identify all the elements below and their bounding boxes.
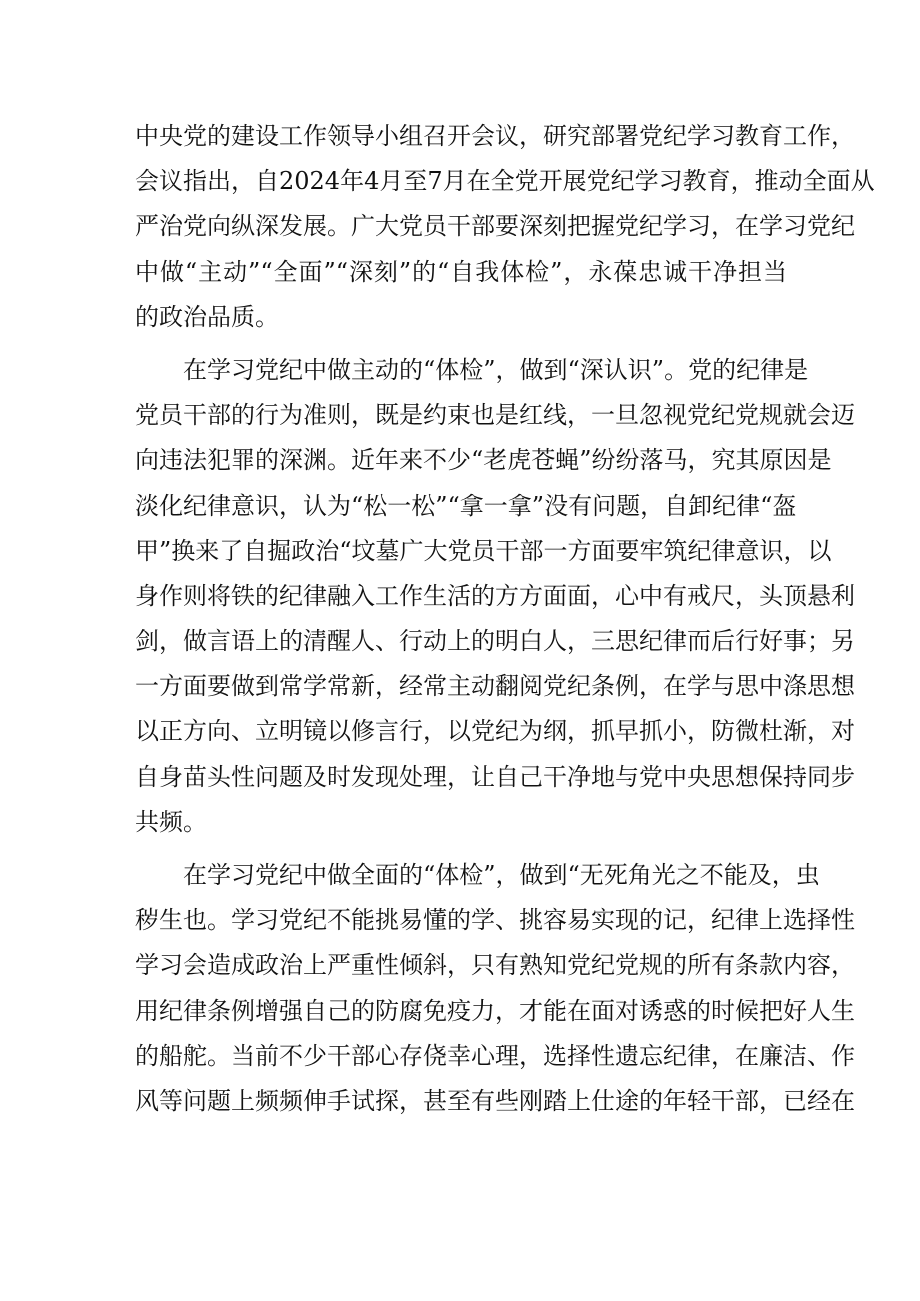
text-line: 剑，做言语上的清醒人、行动上的明白人，三思纪律而后行好事；另 (135, 627, 855, 656)
paragraph (135, 853, 855, 1124)
text-line: 严治党向纵深发展。广大党员干部要深刻把握党纪学习，在学习党纪 (135, 212, 855, 241)
text-line: 中央党的建设工作领导小组召开会议，研究部署党纪学习教育工作， (135, 122, 855, 150)
text-line: 用纪律条例增强自己的防腐免疫力，才能在面对诱惑的时候把好人生 (135, 996, 855, 1025)
text-line: 在学习党纪中做主动的“体检”，做到“深认识”。党的纪律是 (183, 355, 809, 384)
text-line: 向违法犯罪的深渊。近年来不少“老虎苍蝇”纷纷落马，究其原因是 (135, 446, 832, 475)
text-line: 一方面要做到常学常新，经常主动翻阅党纪条例，在学与思中涤思想 (135, 672, 855, 701)
text-line: 秽生也。学习党纪不能挑易懂的学、挑容易实现的记，纪律上选择性 (135, 906, 855, 935)
paragraph-gap (135, 845, 787, 853)
text-line: 学习会造成政治上严重性倾斜，只有熟知党纪党规的所有条款内容， (135, 951, 855, 980)
text-line: 中做“主动”“全面”“深刻”的“自我体检”，永葆忠诚干净担当 (135, 257, 787, 286)
text-line: 身作则将铁的纪律融入工作生活的方方面面，心中有戒尺，头顶悬利 (135, 581, 855, 610)
text-line: 共频。 (135, 807, 207, 836)
document-body (135, 114, 875, 1124)
paragraph (135, 348, 855, 845)
text-line: 风等问题上频频伸手试探，甚至有些刚踏上仕途的年轻干部，已经在 (135, 1086, 855, 1115)
text-line: 淡化纪律意识，认为“松一松”“拿一拿”没有问题，自卸纪律“盔 (135, 491, 797, 520)
text-line: 以正方向、立明镜以修言行，以党纪为纲，抓早抓小，防微杜渐，对 (135, 717, 855, 746)
text-line: 在学习党纪中做全面的“体检”，做到“无死角光之不能及，虫 (183, 861, 820, 889)
paragraph (135, 114, 875, 340)
paragraph-gap (135, 340, 787, 348)
text-line: 党员干部的行为准则，既是约束也是红线，一旦忽视党纪党规就会迈 (135, 401, 855, 430)
text-line: 会议指出，自2024年4月至7月在全党开展党纪学习教育，推动全面从 (135, 167, 875, 196)
text-line: 的政治品质。 (135, 302, 279, 331)
text-line: 的船舵。当前不少干部心存侥幸心理，选择性遗忘纪律，在廉洁、作 (135, 1041, 855, 1070)
text-line: 甲”换来了自掘政治“坟墓广大党员干部一方面要牢筑纪律意识，以 (135, 536, 832, 565)
text-line: 自身苗头性问题及时发现处理，让自己干净地与党中央思想保持同步 (135, 762, 855, 791)
